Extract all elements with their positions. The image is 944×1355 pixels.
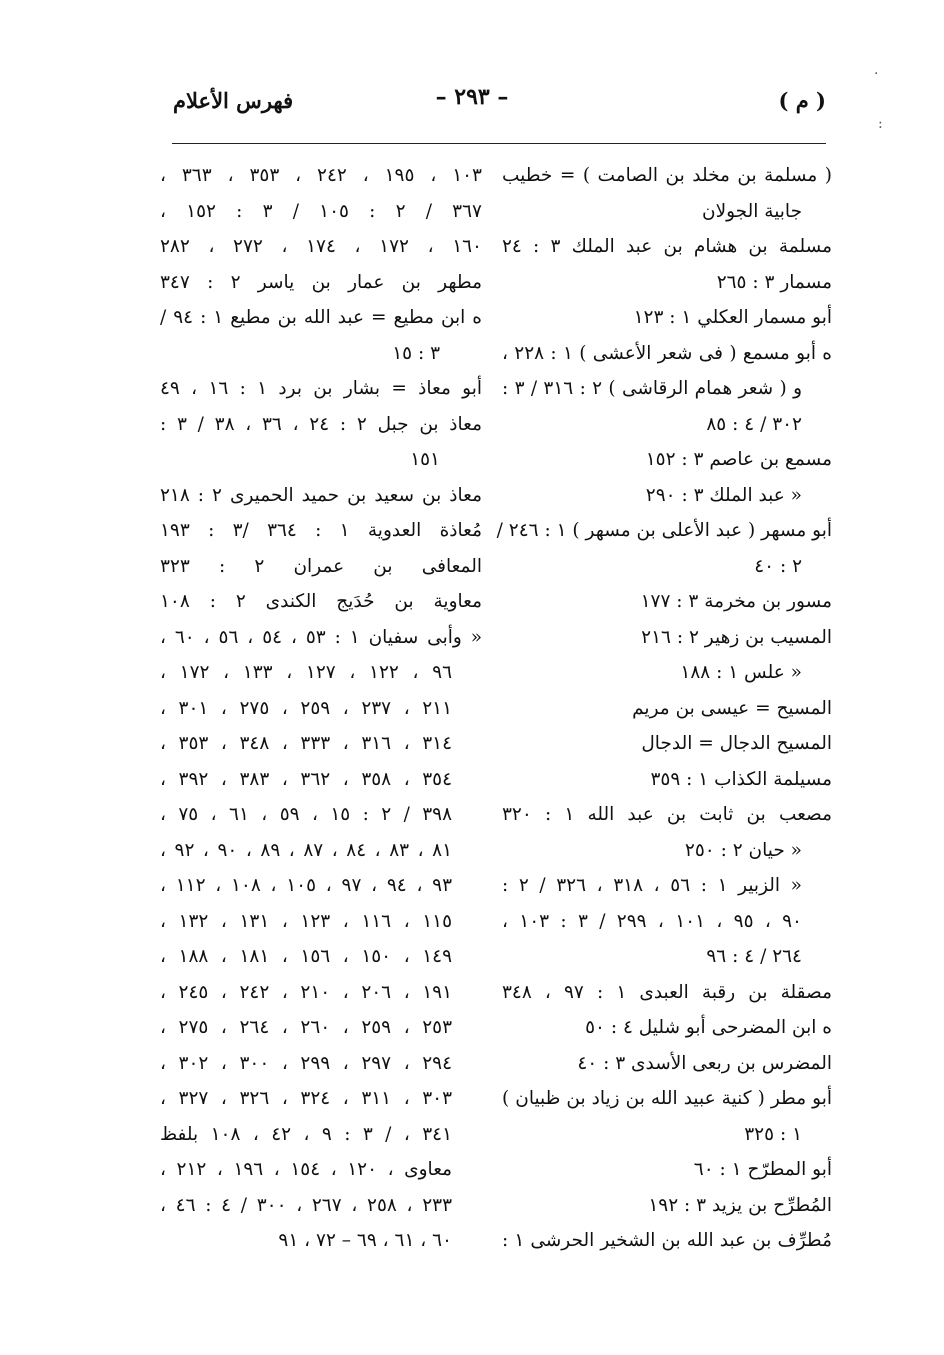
index-entry: ١ : ٣٢٥	[744, 1123, 802, 1145]
index-entry: ٩٠ ، ٩٥ ، ١٠١ ، ٢٩٩ / ٣ : ١٠٣ ،	[502, 910, 802, 932]
index-entry: ه ابن المضرحى أبو شليل ٤ : ٥٠	[585, 1017, 832, 1038]
margin-speck: ·	[874, 66, 879, 82]
index-entry: أبو المطرّح ١ : ٦٠	[693, 1159, 832, 1180]
index-column-right	[496, 158, 832, 1259]
index-entry: ه ابن مطيع = عبد الله بن مطيع ١ : ٩٤ /	[160, 307, 482, 328]
index-entry: ٢٦٤ / ٤ : ٩٦	[706, 946, 802, 967]
index-entry: ١٤٩ ، ١٥٠ ، ١٥٦ ، ١٨١ ، ١٨٨ ،	[160, 946, 453, 967]
index-entry: ه أبو مسمع ( فى شعر الأعشى ) ١ : ٢٢٨ ،	[502, 342, 832, 364]
index-entry: ٣٥٤ ، ٣٥٨ ، ٣٦٢ ، ٣٨٣ ، ٣٩٢ ،	[160, 768, 453, 790]
index-entry: أبو مطر ( كنية عبيد الله بن زياد بن ظبيان )	[502, 1088, 832, 1109]
index-entry: « علس ١ : ١٨٨	[680, 662, 802, 683]
index-entry: المسيح الدجال = الدجال	[641, 733, 832, 754]
index-entry: مُعاذة العدوية ١ : ٣٦٤ /٣ : ١٩٣	[160, 520, 482, 541]
index-title: فهرس الأعلام	[173, 88, 294, 113]
index-entry: المعافى بن عمران ٢ : ٣٢٣	[160, 555, 482, 577]
index-entry: ٩٣ ، ٩٤ ، ٩٧ ، ١٠٥ ، ١٠٨ ، ١١٢ ،	[160, 875, 453, 896]
index-entry: « حيان ٢ : ٢٥٠	[684, 839, 802, 861]
index-entry: المسيب بن زهير ٢ : ٢١٦	[641, 626, 832, 648]
index-entry: ١٠٣ ، ١٩٥ ، ٢٤٢ ، ٣٥٣ ، ٣٦٣ ،	[160, 165, 482, 186]
index-entry: مطهر بن عمار بن ياسر ٢ : ٣٤٧	[160, 271, 482, 293]
header-rule	[172, 143, 826, 144]
index-entry: « وأبى سفيان ١ : ٥٣ ، ٥٤ ، ٥٦ ، ٦٠ ،	[160, 626, 483, 648]
margin-speck: :	[878, 116, 883, 132]
index-entry: ٣١٤ ، ٣١٦ ، ٣٣٣ ، ٣٤٨ ، ٣٥٣ ،	[160, 733, 453, 754]
page-number: – ٢٩٣ –	[435, 84, 509, 110]
section-letter: ( م )	[778, 88, 826, 113]
index-entry: ( مسلمة بن مخلد بن الصامت ) = خطيب	[502, 165, 832, 186]
index-entry: مسلمة بن هشام بن عبد الملك ٣ : ٢٤	[502, 236, 832, 257]
index-entry: ٣٩٨ / ٢ : ١٥ ، ٥٩ ، ٦١ ، ٧٥ ،	[160, 804, 453, 825]
index-entry: مسور بن مخرمة ٣ : ١٧٧	[640, 591, 832, 612]
index-entry: معاوية بن حُدَيج الكندى ٢ : ١٠٨	[160, 591, 482, 612]
index-entry: أبو مسهر ( عبد الأعلى بن مسهر ) ١ : ٢٤٦ /	[496, 520, 832, 541]
index-entry: ٢٩٤ ، ٢٩٧ ، ٢٩٩ ، ٣٠٠ ، ٣٠٢ ،	[160, 1052, 453, 1074]
index-entry: ٣٠٢ / ٤ : ٨٥	[706, 413, 802, 435]
index-entry: « عبد الملك ٣ : ٢٩٠	[645, 484, 802, 506]
index-entry: أبو معاذ = بشار بن برد ١ : ١٦ ، ٤٩	[160, 378, 483, 399]
index-entry: ٢١١ ، ٢٣٧ ، ٢٥٩ ، ٢٧٥ ، ٣٠١ ،	[160, 697, 453, 719]
index-entry: ٢٥٣ ، ٢٥٩ ، ٢٦٠ ، ٢٦٤ ، ٢٧٥ ،	[160, 1017, 453, 1038]
index-entry: ١٥١	[410, 449, 440, 470]
index-entry: ٢ : ٤٠	[754, 555, 802, 577]
index-column-left	[160, 158, 482, 1259]
index-entry: ٩٦ ، ١٢٢ ، ١٢٧ ، ١٣٣ ، ١٧٢ ،	[160, 662, 453, 683]
index-entry: مسمع بن عاصم ٣ : ١٥٢	[645, 449, 832, 470]
index-entry: جابية الجولان	[701, 200, 802, 222]
index-entry: ٣٦٧ / ٢ : ١٠٥ / ٣ : ١٥٢ ،	[160, 200, 482, 222]
index-entry: مصعب بن ثابت بن عبد الله ١ : ٣٢٠	[502, 804, 832, 825]
index-entry: ٣٤١ ، / ٣ : ٩ ، ٤٢ ، ١٠٨ بلفظ	[160, 1123, 453, 1145]
index-entry: ١٩١ ، ٢٠٦ ، ٢١٠ ، ٢٤٢ ، ٢٤٥ ،	[160, 981, 453, 1003]
index-entry: المضرس بن ربعى الأسدى ٣ : ٤٠	[577, 1052, 832, 1074]
index-entry: المسيح = عيسى بن مريم	[632, 697, 832, 719]
index-entry: مسيلمة الكذاب ١ : ٣٥٩	[650, 768, 832, 790]
index-entry: ٣ : ١٥	[392, 342, 440, 364]
index-entry: ٦٠ ، ٦١ ، ٦٩ – ٧٢ ، ٩١	[278, 1230, 452, 1251]
index-entry: مسمار ٣ : ٢٦٥	[716, 271, 832, 293]
index-entry: معاوى ، ١٢٠ ، ١٥٤ ، ١٩٦ ، ٢١٢ ،	[160, 1159, 453, 1180]
index-entry: ٨١ ، ٨٣ ، ٨٤ ، ٨٧ ، ٨٩ ، ٩٠ ، ٩٢ ،	[160, 839, 453, 861]
index-entry: ١١٥ ، ١١٦ ، ١٢٣ ، ١٣١ ، ١٣٢ ،	[160, 910, 453, 932]
index-entry: « الزبير ١ : ٥٦ ، ٣١٨ ، ٣٢٦ / ٢ :	[502, 875, 802, 896]
index-entry: ١٦٠ ، ١٧٢ ، ١٧٤ ، ٢٧٢ ، ٢٨٢	[160, 236, 482, 257]
index-entry: المُطرِّح بن يزيد ٣ : ١٩٢	[648, 1194, 832, 1216]
index-entry: معاذ بن سعيد بن حميد الحميرى ٢ : ٢١٨	[160, 484, 482, 506]
index-entry: ٣٠٣ ، ٣١١ ، ٣٢٤ ، ٣٢٦ ، ٣٢٧ ،	[160, 1088, 453, 1109]
index-entry: أبو مسمار العكلي ١ : ١٢٣	[633, 307, 832, 328]
index-entry: و ( شعر همام الرقاشى ) ٢ : ٣١٦ / ٣ :	[502, 378, 803, 399]
index-entry: مُطرِّف بن عبد الله بن الشخير الحرشى ١ :	[502, 1230, 832, 1251]
index-entry: ٢٣٣ ، ٢٥٨ ، ٢٦٧ ، ٣٠٠ / ٤ : ٤٦ ،	[160, 1194, 453, 1216]
index-entry: معاذ بن جبل ٢ : ٢٤ ، ٣٦ ، ٣٨ / ٣ :	[160, 413, 483, 435]
index-entry: مصقلة بن رقبة العبدى ١ : ٩٧ ، ٣٤٨	[502, 981, 832, 1003]
